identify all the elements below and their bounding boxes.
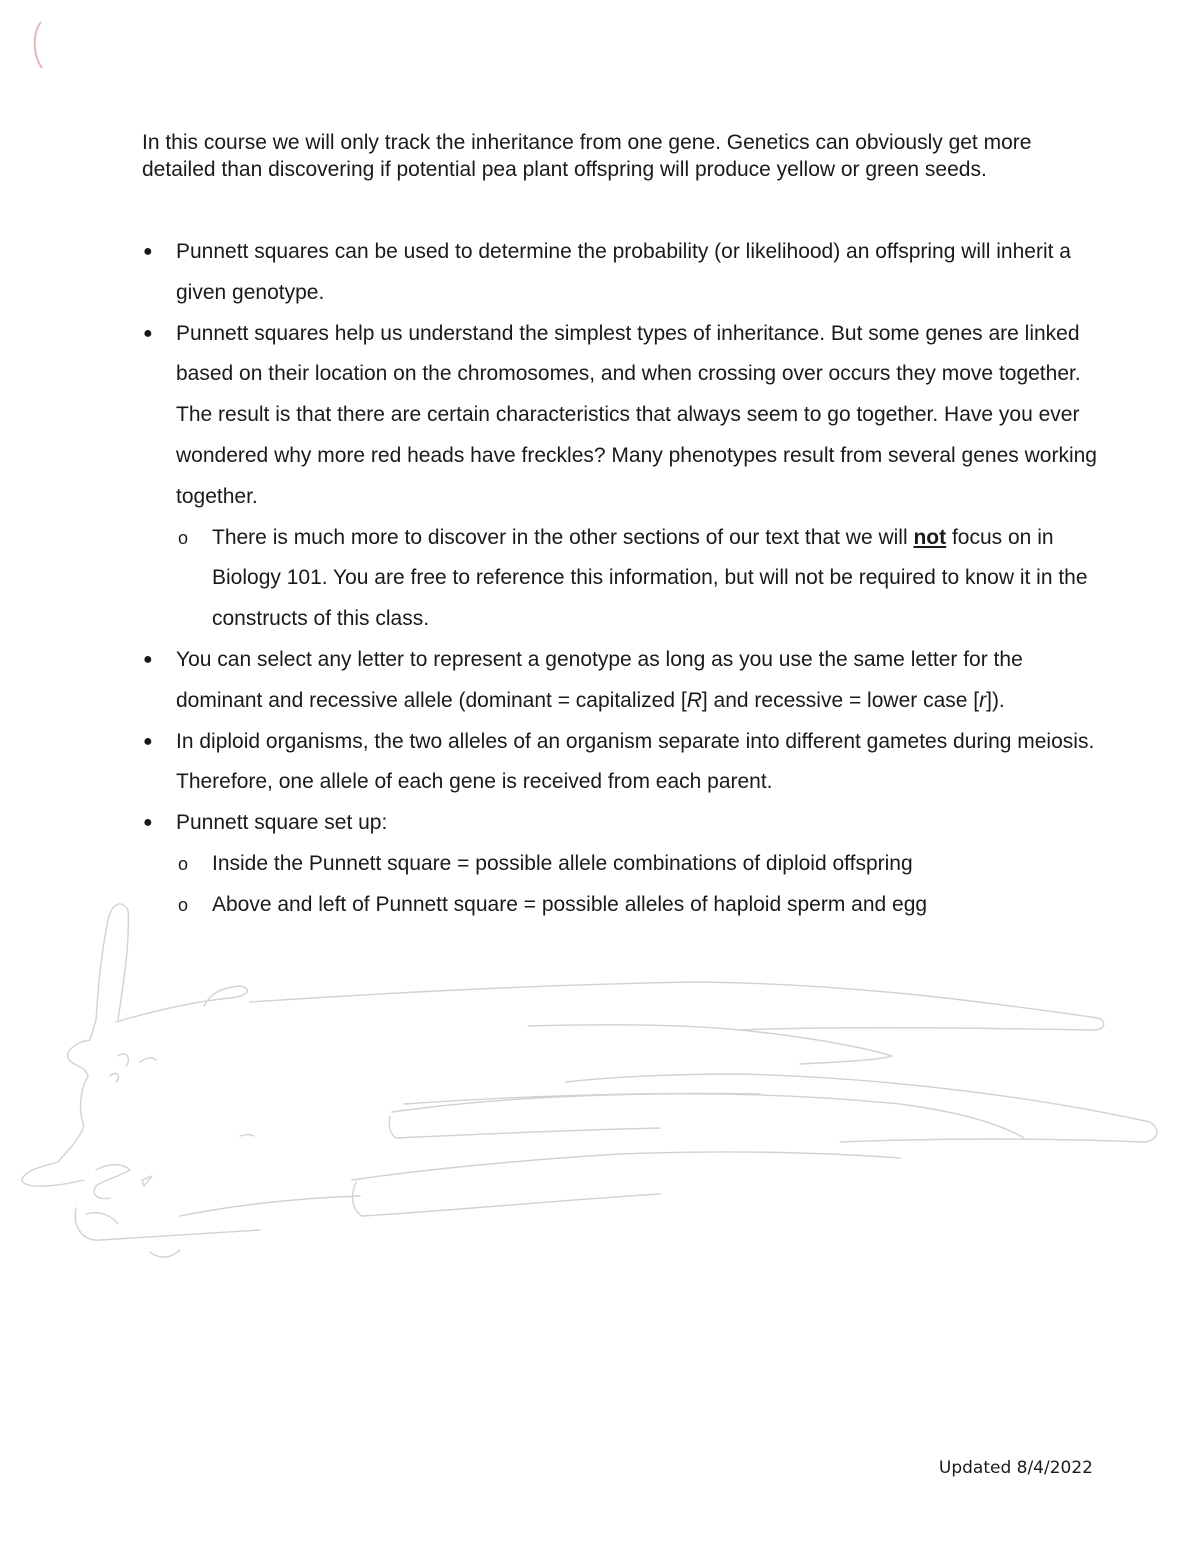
bullet-text: In diploid organisms, the two alleles of an organism separate into different gametes during meiosis. Therefore, one allele of each gene is received from each parent. xyxy=(176,729,1095,794)
sub-bullet-icon: o xyxy=(178,894,189,915)
sub-bullet-icon: o xyxy=(178,527,189,548)
list-item xyxy=(142,803,1102,925)
bullet-text: Punnett squares can be used to determine the probability (or likelihood) an offspring will inherit a given genotype. xyxy=(176,240,1071,304)
sub-bullet-text: Inside the Punnett square = possible allele combinations of diploid offspring xyxy=(212,851,913,875)
emphasis-not: not xyxy=(913,525,947,549)
bullet-text: Punnett square set up: xyxy=(176,811,388,835)
handwritten-scribble-watermark xyxy=(0,880,1200,1280)
bullet-icon: ● xyxy=(143,650,153,668)
italic-lower-letter: r xyxy=(979,688,987,712)
intro-paragraph: In this course we will only track the inheritance from one gene. Genetics can obviously get more detailed than discovering if potential pea plant offspring will produce yellow or green seeds. xyxy=(142,131,1032,181)
sub-list xyxy=(176,518,1102,640)
bullet-text: Punnett squares help us understand the simplest types of inheritance. But some genes are linked based on their location on the chromosomes, and when crossing over occurs they move together. The result is that there are certain characteristics that always seem to go together. Have you ever wondered why more red heads have freckles? Many phenotypes result from several genes working together. xyxy=(176,321,1097,508)
list-item xyxy=(142,722,1102,804)
bullet-text-start: You can select any letter to represent a genotype as long as you use the same letter for the dominant and recessive allele (dominant = capitalized [ xyxy=(176,647,1023,712)
sub-bullet-text: Above and left of Punnett square = possible alleles of haploid sperm and egg xyxy=(212,892,928,916)
italic-capital-letter: R xyxy=(686,688,702,712)
bullet-text-middle: ] and recessive = lower case [ xyxy=(701,688,980,712)
updated-date-footer: Updated 8/4/2022 xyxy=(938,1458,1093,1478)
sub-list-item xyxy=(176,885,1102,926)
list-item xyxy=(142,640,1102,722)
sub-bullet-icon: o xyxy=(178,853,189,874)
list-item xyxy=(142,232,1102,314)
bullet-text-end: ]). xyxy=(986,688,1005,712)
bullet-icon: ● xyxy=(143,732,153,750)
bullet-icon: ● xyxy=(143,324,153,342)
corner-mark xyxy=(30,20,44,70)
sub-bullet-text-start: There is much more to discover in the other sections of our text that we will xyxy=(212,525,914,549)
sub-list-item xyxy=(176,844,1102,885)
sub-list xyxy=(176,844,1102,926)
bullet-icon: ● xyxy=(143,814,153,832)
sub-list-item xyxy=(176,518,1102,640)
bullet-icon: ● xyxy=(143,243,153,260)
bullet-list xyxy=(142,232,1102,926)
list-item xyxy=(142,314,1102,640)
sub-bullet-text-end: focus on in Biology 101. You are free to reference this information, but will not be required to know it in the constructs of this class. xyxy=(212,525,1088,631)
